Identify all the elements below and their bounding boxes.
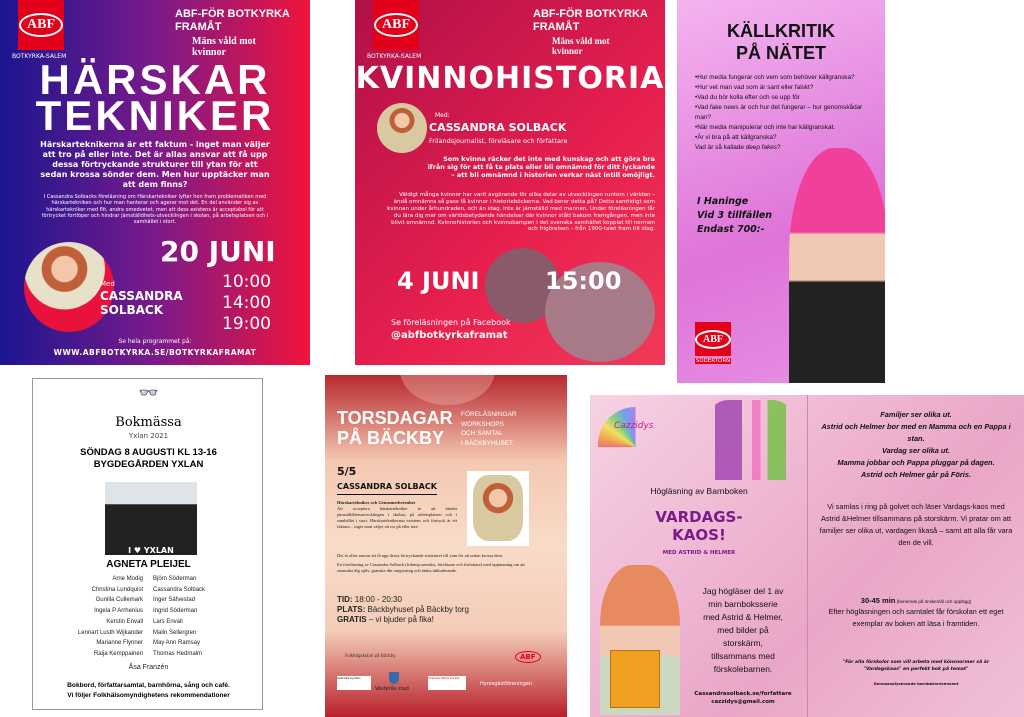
with-label: Med: (435, 112, 450, 119)
list-item: Vad är så kallade deep fakes? (695, 144, 781, 151)
date: 5/5 (337, 465, 357, 478)
author-name: Lars Envall (153, 618, 183, 625)
author-name: Ingela P Arrhenius (94, 608, 143, 615)
body-text: I Cassandra Solbacks föreläsning om Härskartekniker lyfter hon fram problematiken med härskartekniken och hur man hanterar och agerar mot det. En del använder sig av härskartekniker med flit, andra omedvetet, men att dess existens är acceptabel för att förtrycket fortlöper och hindrar jämställdhets-utvecklingen i skolan, på arbetsplatsen och i samhället i stort. (41, 194, 269, 225)
author-name: Inger Säfvestad (153, 597, 196, 604)
poster-bokmassa (32, 378, 263, 710)
lead-text: Härskarteknikerna är ett faktum - inget man väljer att tro på eller inte. Det är allas ansvar att få upp dessa förtryckande strukturer till ytan för att sedan krossa sönder dem. Men hur upptäcker man att dem finns? (40, 140, 270, 189)
contact (682, 690, 804, 706)
author-name: Cassandra Solback (153, 586, 206, 593)
authors-right (153, 574, 263, 660)
presenter-photo (789, 148, 885, 383)
with-label: Med (100, 280, 115, 288)
author-name: Arne Modig (112, 576, 143, 582)
decorative-circle (400, 375, 495, 405)
author-name: Björn Söderman (153, 576, 197, 582)
author-name: Kerstin Envall (106, 618, 143, 625)
title: KÄLLKRITIK PÅ NÄTET (727, 21, 835, 63)
website-link[interactable]: Cassandrasolback.se/forfattare (694, 691, 792, 697)
facebook-label: Se föreläsningen på Facebook (391, 318, 511, 327)
lead-text: Som kvinna räcker det inte med kunskap och att göra bra ifrån sig för att få ta plats eller bli omnämnd för ditt lyckande – att bli omnämnd i historien verkar näst intill omöjligt. (427, 155, 655, 180)
sponsor-logo: Svenska Röda Korset (428, 676, 466, 690)
series-title: ABF-FÖR BOTKYRKA FRAMÅT (533, 8, 648, 33)
glasses-book-icon: 👓 (138, 383, 159, 402)
list-item: •Vad du bör kolla efter och se upp för (695, 94, 800, 101)
list-item: •Vad fake news är och hur det fungerar – hur genomskådar man? (695, 104, 863, 121)
speaker-name: CASSANDRA SOLBACK (100, 289, 183, 317)
abf-logo: ABF (373, 0, 419, 50)
title: KVINNOHISTORIA (355, 61, 665, 96)
book-title: VARDAGS- KAOS! (655, 508, 743, 544)
body-text: Väldigt många kvinnor har varit avgörande för olika delar av utvecklingen runtom i världen – ändå omnämns så pass få kvinnor i historieböckerna. Vad beror detta på? Detta samtidigt som kvinnan under århundraden, och än idag, inte är jämställd med mannen. Under föreläsningen får du lära dig mer om världsbetydande händelser där kvinnor stått bakom framgången, men inte blivit omnämnd. Kvinnohistorien och kvinnokampen i det svenska samhället kopplat till normen och frigörelsen – från 1900-talet fram till idag. (387, 192, 655, 233)
abf-logo: ABF (18, 0, 64, 50)
author-name: Malin Sellergren (153, 629, 197, 636)
footer: Bokbord, författarsamtal, barnhörna, sång och café. Vi följer Folkhälsomyndighetens rekommendationer (67, 682, 230, 699)
side-text: FÖRELÄSNINGAR WORKSHOPS OCH SAMTAL I BÄCKBYHUSET. (461, 411, 517, 447)
theme: Mäns våld mot kvinnor (192, 36, 256, 58)
author-name: Thomas Hedmalm (153, 650, 203, 657)
title: HÄRSKAR TEKNIKER (35, 56, 275, 139)
theme: Mäns våld mot kvinnor (552, 36, 610, 56)
speaker-role: Frilandsjournalist, föreläsare och författare (429, 137, 568, 145)
headliner-photo: I ♥ YXLAN (105, 482, 197, 555)
reading-description: Jag högläser del 1 av min barnboksserie med Astrid & Helmer, med bilder på storskärm, tillsammans med förskolebarnen. (702, 586, 784, 674)
list-item: •Är vi bra på att källgranska? (695, 134, 777, 141)
sponsor-logo: Västerås stad (375, 686, 409, 692)
speaker-photo-frame (467, 471, 529, 546)
title: TORSDAGAR PÅ BÄCKBY (337, 408, 453, 448)
speaker-photo (473, 475, 523, 541)
subtitle: Yxlan 2021 (128, 432, 169, 440)
cazzidys-rainbow-logo: Cazzidys (598, 407, 673, 447)
org-name: BOTKYRKA-SALEM (12, 53, 67, 60)
poster-kvinnohistoria (355, 0, 665, 365)
authors-left (33, 574, 143, 660)
story-text: Familjer ser olika ut. Astrid och Helmer bor med en Mamma och en Pappa i stan. Vardag ser olika ut. Mamma jobbar och Pappa pluggar på dagen. Astrid och Helmer går på Föris. (821, 410, 1011, 479)
speaker-name: CASSANDRA SOLBACK (337, 482, 437, 495)
question-list (695, 73, 880, 153)
event-details: TID: 18:00 - 20:30 PLATS: Bäckbyhuset på Bäckby torg GRATIS – vi bjuder på fika! (337, 595, 469, 624)
book-subtitle: MED ASTRID & HELMER (662, 550, 736, 556)
program-url: WWW.ABFBOTKYRKA.SE/BOTKYRKAFRAMAT (53, 348, 257, 357)
sponsor-logo: Folkhögskolan på Bäckby (345, 653, 396, 658)
list-item: •Hur media fungerar och vem som behöver källgranska? (695, 74, 855, 81)
org-name: BOTKYRKA-SALEM (367, 53, 422, 60)
description-more: Det är allas ansvar att få upp dessa förtryckande strukturer till ytan för att sedan krossa dem. En föreläsning av Cassandra Solback (frilansjournalist, föreläsare och författare) med uppmaning om att rannsaka dig själv, granska din omgivning och tänka inkluderande. (337, 553, 525, 573)
author: Åsa Franzén (128, 664, 169, 671)
description: Härskartekniker och Genusmedvetenhet Att acceptera härskartekniker är att hindra jämställdhetsutvecklingen i skolan, på arbetsplatsen och i samhället i stort. Härskarteknikernas existens och förtryck är ett faktum – inget man väljer att tro på eller inte. (337, 500, 457, 529)
after-text: Efter högläsningen och samtalet får förskolan ett eget exemplar av boken att läsa i framtiden. (828, 607, 1004, 628)
session-description: Vi samlas i ring på golvet och läser Vardags-kaos med Astrid &Helmer tillsammans på storskärm. Vi pratar om att familjer ser olika ut, vardagen likaså – samt att alla får vara den de vill. (819, 502, 1013, 547)
sponsor-logo: Svenska kyrkan (337, 676, 371, 690)
program-label: Se hela programmet på: (118, 338, 192, 345)
poster-kallkritik (677, 0, 885, 383)
org-name: SÖDERTÖRN (695, 358, 731, 364)
poster-vardagskaos (590, 395, 1024, 717)
series-title: ABF-FÖR BOTKYRKA FRAMÅT (175, 8, 290, 33)
abf-logo: ABF (695, 322, 731, 356)
duration: 30-45 min (beroende på önskemål och upplägg) (860, 596, 972, 605)
vasteras-coat-of-arms-icon (389, 672, 399, 684)
sponsor-logo: Hyresgästföreningen (480, 681, 533, 687)
book-cover (610, 650, 660, 708)
facebook-handle[interactable]: @abfbotkyrkaframat (391, 330, 508, 341)
event-info: I Haninge Vid 3 tillfällen Endast 700:- (697, 196, 773, 235)
times: 10:00 14:00 19:00 (222, 272, 271, 334)
speaker-name: CASSANDRA SOLBACK (429, 121, 567, 134)
family-illustration (708, 400, 793, 480)
review-quote: "För alla förskolor som vill arbeta med könsnormer så är "Vardagskaos" en perfekt bok på temat" (842, 660, 990, 672)
date: 4 JUNI (397, 267, 480, 295)
author-name: Gunilla Cullemark (95, 597, 143, 604)
email-link[interactable]: cazzidys@gmail.com (711, 699, 775, 705)
review-source: Genusanalyserande barnboksrecensent (873, 681, 959, 686)
author-name: May Ann Ramsay (153, 640, 201, 647)
author-name: Raija Kemppainen (93, 650, 143, 657)
list-item: •Hur vet man vad som är sant eller falskt? (695, 84, 814, 91)
heading: Högläsning av Barnboken (650, 486, 748, 496)
poster-torsdagar-backby (325, 375, 567, 717)
speaker-photo (377, 103, 427, 153)
sponsor-logo: ABF (515, 651, 541, 663)
title: Bokmässa (115, 415, 182, 430)
author-name: Christina Lundquist (91, 586, 143, 593)
time: 15:00 (545, 267, 622, 295)
left-panel (590, 395, 808, 717)
list-item: •När media manipulerar och inte har källgranskat. (695, 124, 836, 131)
right-panel (808, 395, 1024, 717)
date: 20 JUNI (160, 235, 276, 268)
poster-harskartekniker (0, 0, 310, 365)
headliner-name: AGNETA PLEIJEL (106, 559, 191, 570)
author-name: Ingrid Söderman (153, 608, 198, 615)
author-name: Lennart Lusth Wijkander (77, 629, 143, 636)
author-name: Marianne Flynner (96, 640, 143, 647)
event-when-where: SÖNDAG 8 AUGUSTI KL 13-16 BYGDEGÅRDEN YXLAN (80, 447, 217, 470)
